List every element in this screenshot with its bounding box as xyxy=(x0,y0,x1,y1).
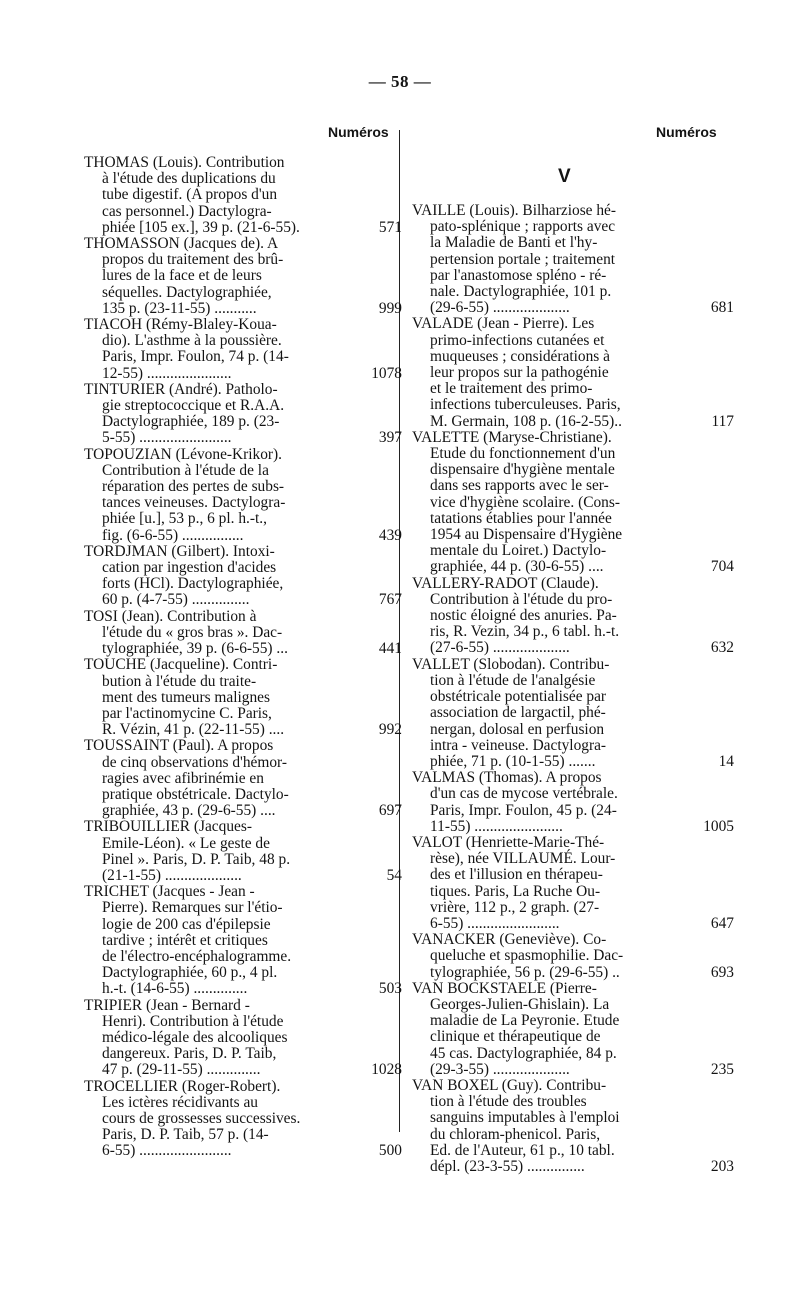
index-entry xyxy=(84,380,402,447)
entry-number: 235 xyxy=(710,1060,734,1078)
entry-line: tion à l'étude des troubles xyxy=(430,1093,587,1111)
entry-line: dio). L'asthme à la poussière. xyxy=(102,332,282,350)
index-entry xyxy=(84,445,402,544)
entry-heading-line: TOPOUZIAN (Lévone-Krikor). xyxy=(84,445,283,463)
index-entry xyxy=(84,235,402,317)
entry-line: 47 p. (29-11-55) .............. xyxy=(102,1061,261,1079)
index-entry xyxy=(84,883,402,998)
index-entry xyxy=(412,428,734,576)
entry-heading-line: TOUSSAINT (Paul). A propos xyxy=(84,737,274,755)
entry-line: rèse), née VILLAUMÉ. Lour- xyxy=(430,850,616,868)
entry-line: Paris, D. P. Taib, 57 p. (14- xyxy=(102,1126,269,1144)
entry-heading-line: TRIBOUILLIER (Jacques- xyxy=(84,818,252,836)
index-entry xyxy=(84,316,402,382)
entry-line: infections tuberculeuses. Paris, xyxy=(430,396,621,414)
entry-line: Emile-Léon). « Le geste de xyxy=(102,834,270,852)
entry-line: 45 cas. Dactylographiée, 84 p. xyxy=(430,1044,617,1062)
entry-heading-line: THOMAS (Louis). Contribution xyxy=(84,154,285,171)
entry-line: 12-55) ...................... xyxy=(102,364,232,382)
entry-line: des et l'illusion en thérapeu- xyxy=(430,866,603,884)
entry-number: 500 xyxy=(378,1142,402,1160)
entry-line: à l'étude des duplications du xyxy=(102,170,276,188)
entry-number: 681 xyxy=(710,299,734,317)
entry-line: propos du traitement des brû- xyxy=(102,251,284,269)
entry-number: 1005 xyxy=(703,817,734,835)
entry-line: Paris, Impr. Foulon, 45 p. (24- xyxy=(430,801,617,819)
entry-line: tatations établies pour l'année xyxy=(430,509,612,527)
entry-number: 503 xyxy=(378,980,402,998)
entry-line: 11-55) ....................... xyxy=(430,817,563,835)
entry-line: nergan, dolosal en perfusion xyxy=(430,720,605,738)
entry-line: muqueuses ; considérations à xyxy=(430,347,610,365)
entry-heading-line: TROCELLIER (Roger-Robert). xyxy=(84,1077,281,1095)
entry-line: séquelles. Dactylographiée, xyxy=(102,283,272,301)
entry-number: 14 xyxy=(718,752,734,770)
entry-line: bution à l'étude du traite- xyxy=(102,672,257,690)
entry-heading-line: VANACKER (Geneviève). Co- xyxy=(412,931,607,949)
entry-heading-line: VAN BOXEL (Guy). Contribu- xyxy=(412,1076,607,1094)
entry-line: graphiée, 43 p. (29-6-55) .... xyxy=(102,802,276,820)
entry-number: 647 xyxy=(710,914,734,932)
entry-line: primo-infections cutanées et xyxy=(430,331,605,349)
column-header-right: Numéros xyxy=(656,124,717,140)
index-entry xyxy=(412,574,734,657)
page-number: — 58 — xyxy=(368,72,432,91)
entry-line: 135 p. (23-11-55) ........... xyxy=(102,299,257,317)
entry-line: maladie de La Peyronie. Etude xyxy=(430,1012,620,1030)
entry-line: (27-6-55) .................... xyxy=(430,639,570,657)
entry-line: d'un cas de mycose vertébrale. xyxy=(430,785,618,803)
entry-line: phiée [105 ex.], 39 p. (21-6-55). xyxy=(102,218,300,236)
index-entry xyxy=(412,979,734,1078)
entry-line: Georges-Julien-Ghislain). La xyxy=(430,995,610,1013)
left-column xyxy=(84,154,402,1160)
entry-heading-line: TRIPIER (Jean - Bernard - xyxy=(84,996,250,1014)
entry-line: 60 p. (4-7-55) ............... xyxy=(102,591,250,609)
entry-line: tube digestif. (A propos d'un xyxy=(102,186,278,204)
entry-line: 6-55) ........................ xyxy=(102,1142,232,1160)
entry-line: (29-6-55) .................... xyxy=(430,299,570,317)
entry-heading-line: VALLET (Slobodan). Contribu- xyxy=(412,655,610,673)
entry-line: phiée [u.], 53 p., 6 pl. h.-t., xyxy=(102,510,267,528)
entry-line: Etude du fonctionnement d'un xyxy=(430,445,616,463)
index-entry xyxy=(84,737,402,820)
entry-heading-line: VAN BOCKSTAELE (Pierre- xyxy=(412,979,597,997)
entry-line: dispensaire d'hygiène mentale xyxy=(430,461,615,479)
index-entry xyxy=(412,202,734,317)
index-entry xyxy=(84,818,402,884)
entry-line: tardive ; intérêt et critiques xyxy=(102,931,268,949)
entry-heading-line: TOSI (Jean). Contribution à xyxy=(84,607,257,625)
entry-line: sanguins imputables à l'emploi xyxy=(430,1109,620,1127)
entry-line: pratique obstétricale. Dactylo- xyxy=(102,785,289,803)
entry-line: cation par ingestion d'acides xyxy=(102,559,277,577)
entry-line: cas personnel.) Dactylogra- xyxy=(102,202,272,220)
entry-line: Les ictères récidivants au xyxy=(102,1093,258,1111)
entry-line: 6-55) ........................ xyxy=(430,914,560,932)
entry-line: gie streptococcique et R.A.A. xyxy=(102,397,285,415)
entry-line: dans ses rapports avec le ser- xyxy=(430,477,609,495)
section-letter: V xyxy=(558,166,571,187)
entry-number: 117 xyxy=(711,412,734,430)
entry-line: pato-splénique ; rapports avec xyxy=(430,218,616,236)
index-entry xyxy=(84,656,402,739)
entry-line: par l'anastomose spléno - ré- xyxy=(430,266,607,284)
entry-line: forts (HCl). Dactylographiée, xyxy=(102,575,284,593)
index-entry xyxy=(412,655,734,770)
entry-line: la Maladie de Banti et l'hy- xyxy=(430,234,598,252)
entry-line: pertension portale ; traitement xyxy=(430,250,616,268)
entry-line: réparation des pertes de subs- xyxy=(102,478,285,496)
entry-line: graphiée, 44 p. (30-6-55) .... xyxy=(430,558,604,576)
entry-line: h.-t. (14-6-55) .............. xyxy=(102,980,248,998)
entry-line: ragies avec afibrinémie en xyxy=(102,769,264,787)
entry-line: vice d'hygiène scolaire. (Cons- xyxy=(430,493,620,511)
column-header-left: Numéros xyxy=(328,124,389,140)
entry-heading-line: VAILLE (Louis). Bilharziose hé- xyxy=(412,202,617,219)
entry-line: ris, R. Vezin, 34 p., 6 tabl. h.-t. xyxy=(430,623,620,641)
entry-number: 203 xyxy=(710,1157,734,1175)
entry-line: R. Vézin, 41 p. (22-11-55) .... xyxy=(102,721,285,739)
entry-heading-line: TINTURIER (André). Patholo- xyxy=(84,380,278,398)
entry-number: 632 xyxy=(710,639,734,657)
entry-line: Henri). Contribution à l'étude xyxy=(102,1012,284,1030)
entry-line: Ed. de l'Auteur, 61 p., 10 tabl. xyxy=(430,1141,615,1159)
entry-line: intra - veineuse. Dactylogra- xyxy=(430,736,607,754)
entry-number: 704 xyxy=(710,558,734,576)
entry-number: 441 xyxy=(378,640,402,658)
entry-heading-line: TIACOH (Rémy-Blaley-Koua- xyxy=(84,316,277,334)
entry-number: 571 xyxy=(378,218,402,236)
entry-heading-line: THOMASSON (Jacques de). A xyxy=(84,235,279,253)
entry-line: tion à l'étude de l'analgésie xyxy=(430,671,596,689)
entry-number: 697 xyxy=(378,802,402,820)
entry-number: 999 xyxy=(378,299,402,317)
entry-number: 1028 xyxy=(371,1061,402,1079)
entry-heading-line: TORDJMAN (Gilbert). Intoxi- xyxy=(84,542,275,560)
entry-line: nale. Dactylographiée, 101 p. xyxy=(430,283,612,301)
entry-line: logie de 200 cas d'épilepsie xyxy=(102,915,271,933)
entry-line: mentale du Loiret.) Dactylo- xyxy=(430,542,607,560)
entry-line: Pierre). Remarques sur l'étio- xyxy=(102,899,283,917)
index-entry xyxy=(84,154,402,236)
entry-line: (21-1-55) .................... xyxy=(102,866,242,884)
entry-line: clinique et thérapeutique de xyxy=(430,1028,601,1046)
entry-line: et le traitement des primo- xyxy=(430,380,593,398)
index-entry xyxy=(84,607,402,658)
entry-line: Contribution à l'étude de la xyxy=(102,461,269,479)
entry-line: association de largactil, phé- xyxy=(430,704,606,722)
entry-line: Paris, Impr. Foulon, 74 p. (14- xyxy=(102,348,289,366)
entry-line: dangereux. Paris, D. P. Taib, xyxy=(102,1045,277,1063)
entry-line: phiée, 71 p. (10-1-55) ....... xyxy=(430,752,596,770)
entry-heading-line: VALLERY-RADOT (Claude). xyxy=(412,574,599,592)
entry-line: dépl. (23-3-55) ............... xyxy=(430,1157,585,1175)
index-entry xyxy=(412,833,734,932)
index-entry xyxy=(412,931,734,981)
entry-number: 397 xyxy=(378,429,402,447)
entry-number: 693 xyxy=(710,963,734,981)
entry-heading-line: VALOT (Henriette-Marie-Thé- xyxy=(412,833,605,851)
entry-line: l'étude du « gros bras ». Dac- xyxy=(102,623,283,641)
entry-line: 5-55) ........................ xyxy=(102,429,232,447)
entry-line: leur propos sur la pathogénie xyxy=(430,364,609,382)
entry-line: du chloram-phenicol. Paris, xyxy=(430,1125,601,1143)
entry-line: (29-3-55) .................... xyxy=(430,1060,570,1078)
entry-heading-line: VALETTE (Maryse-Christiane). xyxy=(412,428,612,446)
entry-line: M. Germain, 108 p. (16-2-55).. xyxy=(430,412,622,430)
entry-line: cours de grossesses successives. xyxy=(102,1109,301,1127)
entry-line: médico-légale des alcooliques xyxy=(102,1028,288,1046)
entry-line: tiques. Paris, La Ruche Ou- xyxy=(430,882,601,900)
entry-number: 767 xyxy=(378,591,402,609)
entry-heading-line: VALMAS (Thomas). A propos xyxy=(412,769,602,787)
entry-line: obstétricale potentialisée par xyxy=(430,688,607,706)
index-entry xyxy=(84,996,402,1079)
index-entry xyxy=(84,1077,402,1160)
entry-line: fig. (6-6-55) ................ xyxy=(102,526,244,544)
entry-heading-line: TRICHET (Jacques - Jean - xyxy=(84,883,255,901)
index-entry xyxy=(412,1076,734,1175)
index-entry xyxy=(412,769,734,835)
entry-line: tances veineuses. Dactylogra- xyxy=(102,494,286,512)
right-column xyxy=(412,202,734,1175)
entry-number: 992 xyxy=(378,721,402,739)
entry-line: tylographiée, 39 p. (6-6-55) ... xyxy=(102,640,288,658)
entry-line: 1954 au Dispensaire d'Hygiène xyxy=(430,526,623,544)
entry-line: queluche et spasmophilie. Dac- xyxy=(430,947,624,965)
entry-line: Dactylographiée, 189 p. (23- xyxy=(102,413,280,431)
entry-number: 439 xyxy=(378,526,402,544)
entry-heading-line: VALADE (Jean - Pierre). Les xyxy=(412,315,595,333)
entry-number: 54 xyxy=(386,866,402,884)
entry-line: de l'électro-encéphalogramme. xyxy=(102,947,292,965)
index-entry xyxy=(412,315,734,430)
entry-line: Pinel ». Paris, D. P. Taib, 48 p. xyxy=(102,850,291,868)
entry-heading-line: TOUCHE (Jacqueline). Contri- xyxy=(84,656,278,674)
entry-line: lures de la face et de leurs xyxy=(102,267,262,285)
entry-line: par l'actinomycine C. Paris, xyxy=(102,704,272,722)
entry-line: Dactylographiée, 60 p., 4 pl. xyxy=(102,964,278,982)
entry-line: vrière, 112 p., 2 graph. (27- xyxy=(430,898,600,916)
entry-line: de cinq observations d'hémor- xyxy=(102,753,287,771)
entry-number: 1078 xyxy=(371,364,402,382)
entry-line: tylographiée, 56 p. (29-6-55) .. xyxy=(430,963,620,981)
index-entry xyxy=(84,542,402,609)
entry-line: Contribution à l'étude du pro- xyxy=(430,590,613,608)
entry-line: nostic éloigné des anuries. Pa- xyxy=(430,607,617,625)
entry-line: ment des tumeurs malignes xyxy=(102,688,270,706)
